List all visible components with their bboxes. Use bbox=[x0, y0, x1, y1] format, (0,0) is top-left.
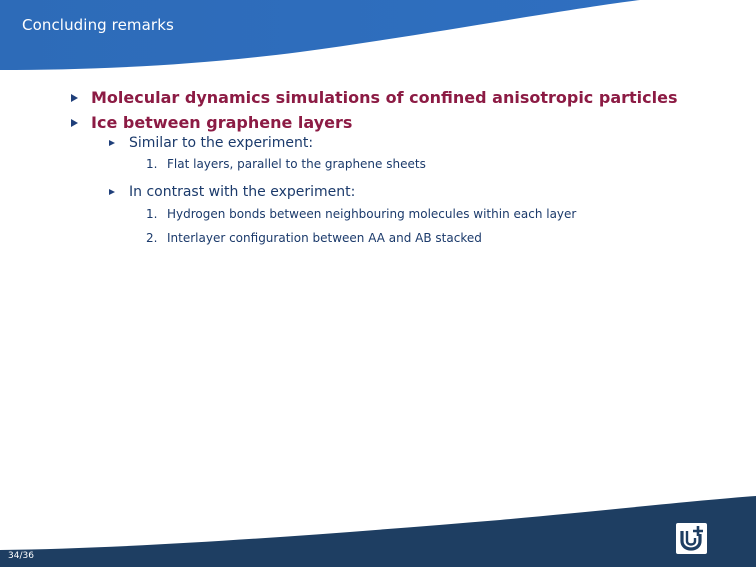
enum-item bbox=[146, 157, 426, 171]
frame-title: Concluding remarks bbox=[22, 16, 174, 34]
enum-text: Interlayer configuration between AA and AB stacked bbox=[167, 231, 482, 245]
university-logo-icon bbox=[676, 523, 707, 554]
page-number: 34/36 bbox=[8, 551, 34, 561]
bullet-item bbox=[91, 88, 677, 107]
triangle-bullet-icon bbox=[109, 140, 115, 146]
enum-text: Hydrogen bonds between neighbouring molecules within each layer bbox=[167, 207, 577, 221]
enum-number: 1. bbox=[146, 207, 158, 221]
footer-banner bbox=[0, 486, 756, 567]
sub-bullet-item bbox=[129, 135, 313, 151]
bullet-text: Molecular dynamics simulations of confined anisotropic particles bbox=[91, 88, 678, 107]
header-banner bbox=[0, 0, 756, 80]
enum-item bbox=[146, 207, 577, 221]
enum-number: 2. bbox=[146, 231, 158, 245]
enum-number: 1. bbox=[146, 157, 158, 171]
sub-bullet-item bbox=[129, 184, 355, 200]
bullet-text: Ice between graphene layers bbox=[91, 113, 353, 132]
triangle-bullet-icon bbox=[71, 119, 78, 127]
enum-item bbox=[146, 231, 482, 245]
enum-text: Flat layers, parallel to the graphene sheets bbox=[167, 157, 426, 171]
sub-bullet-text: Similar to the experiment: bbox=[129, 135, 314, 151]
sub-bullet-text: In contrast with the experiment: bbox=[129, 184, 356, 200]
triangle-bullet-icon bbox=[109, 189, 115, 195]
triangle-bullet-icon bbox=[71, 94, 78, 102]
bullet-item bbox=[91, 113, 352, 132]
